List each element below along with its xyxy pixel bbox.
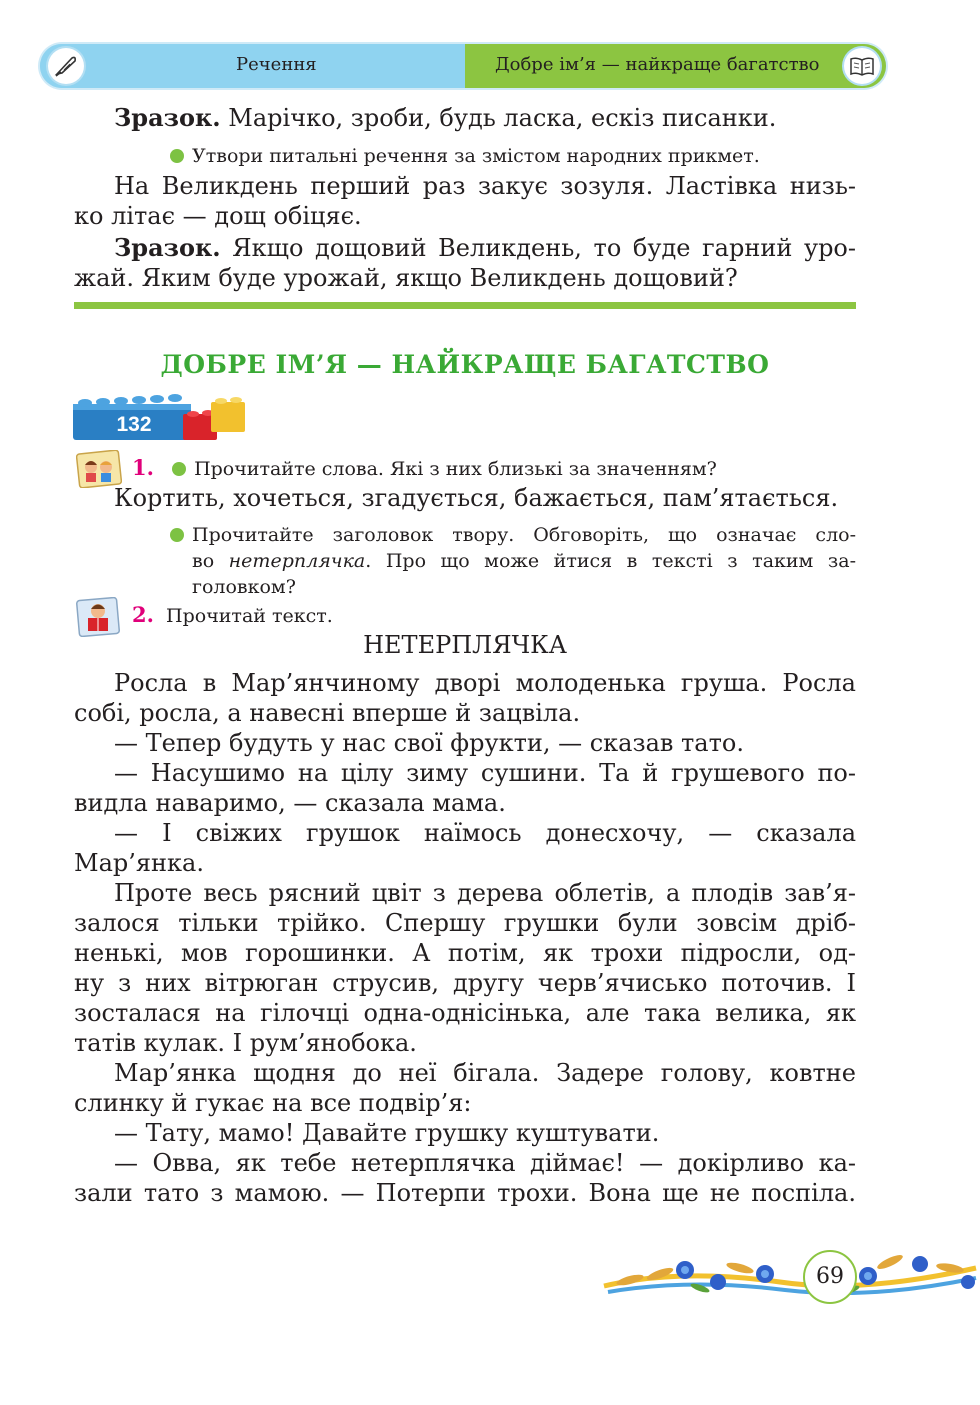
- text-line: Мар’янка.: [74, 849, 204, 877]
- header-topic-title: Добре ім’я — найкраще багатство: [495, 54, 820, 75]
- example-2: [74, 233, 856, 293]
- exercise-number: 2.: [132, 602, 154, 627]
- task-bullet: [170, 143, 760, 169]
- text-line: [74, 233, 856, 263]
- task-text: . Про що може йтися в тексті з таким за-: [365, 550, 856, 572]
- example-1: [114, 103, 896, 133]
- task-text: Утвори питальні речення за змістом народних прикмет.: [192, 145, 760, 167]
- text-line: собі, росла, а навесні вперше й зацвіла.: [74, 699, 581, 727]
- example-text: Якщо дощовий Великдень, то буде гарний уро-: [220, 234, 856, 262]
- text-line: — І свіжих грушок наїмось донесхочу, — сказала: [114, 819, 856, 847]
- example-text: Марічко, зроби, будь ласка, ескіз писанки.: [220, 104, 777, 132]
- text-line: — Овва, як тебе нетерплячка діймає! — докірливо ка-: [114, 1149, 856, 1177]
- signs-paragraph: [74, 171, 856, 231]
- word-list: Кортить, хочеться, згадується, бажається, пам’ятається.: [114, 484, 839, 512]
- exercise-number: 1.: [132, 455, 154, 480]
- text-line: На Великдень перший раз закує зозуля. Ластівка низь-: [114, 172, 856, 200]
- text-line: слинку й гукає на все подвір’я:: [74, 1089, 472, 1117]
- story-title: НЕТЕРПЛЯЧКА: [363, 631, 567, 659]
- text-line: зали тато з мамою. — Потерпи трохи. Вона ще не поспіла.: [74, 1179, 856, 1207]
- exercise-2-header: [132, 602, 333, 629]
- task-text: во: [192, 550, 229, 572]
- task-text: головком?: [192, 576, 296, 598]
- bullet-icon: [172, 462, 186, 476]
- header-section-title: Речення: [236, 54, 317, 75]
- task-text: Прочитайте заголовок твору. Обговоріть, що означає сло-: [192, 524, 856, 546]
- example-label: Зразок.: [114, 233, 221, 262]
- bullet-icon: [170, 528, 184, 542]
- text-line: — Тату, мамо! Давайте грушку куштувати.: [114, 1119, 660, 1147]
- text-line: Росла в Мар’янчиному дворі молоденька груша. Росла: [114, 669, 856, 697]
- lesson-number: 132: [116, 413, 152, 436]
- quill-icon: [48, 48, 84, 84]
- divider: [74, 302, 856, 309]
- text-line: ко літає — дощ обіцяє.: [74, 202, 362, 230]
- story-text: [74, 668, 856, 1208]
- header-bar: [40, 44, 886, 88]
- text-line: татів кулак. І рум’янобока.: [74, 1029, 417, 1057]
- text-line: Мар’янка щодня до неї бігала. Задере голову, ковтне: [114, 1059, 856, 1087]
- text-line: ненькі, мов горошинки. А потім, як трохи підросли, од-: [74, 939, 856, 967]
- text-line: ну з них вітрюган струсив, другу черв’ячисько поточив. І: [74, 969, 856, 997]
- flower-garland-ornament: [600, 1238, 978, 1318]
- text-line: зосталася на гілочці одна-однісінька, але така велика, як: [74, 999, 856, 1027]
- task-text: Прочитайте слова. Які з них близькі за значенням?: [194, 458, 717, 480]
- task-text: Прочитай текст.: [166, 605, 333, 627]
- task-bullet: [170, 522, 856, 600]
- italic-word: нетерплячка: [228, 550, 366, 572]
- text-line: — Тепер будуть у нас свої фрукти, — сказав тато.: [114, 729, 744, 757]
- section-title: ДОБРЕ ІМ’Я — НАЙКРАЩЕ БАГАТСТВО: [160, 350, 770, 379]
- exercise-1-header: [132, 455, 717, 482]
- text-line: видла наваримо, — сказала мама.: [74, 789, 506, 817]
- text-line: жай. Яким буде урожай, якщо Великдень дощовий?: [74, 264, 738, 292]
- text-line: — Насушимо на цілу зиму сушини. Та й грушевого по-: [114, 759, 856, 787]
- text-line: Проте весь рясний цвіт з дерева облетів, а плодів зав’я-: [114, 879, 856, 907]
- bullet-icon: [170, 149, 184, 163]
- text-line: залося тільки трійко. Спершу грушки були зовсім дріб-: [74, 909, 856, 937]
- book-icon: [844, 48, 880, 84]
- page-number: 69: [803, 1250, 857, 1304]
- example-label: Зразок.: [114, 103, 221, 132]
